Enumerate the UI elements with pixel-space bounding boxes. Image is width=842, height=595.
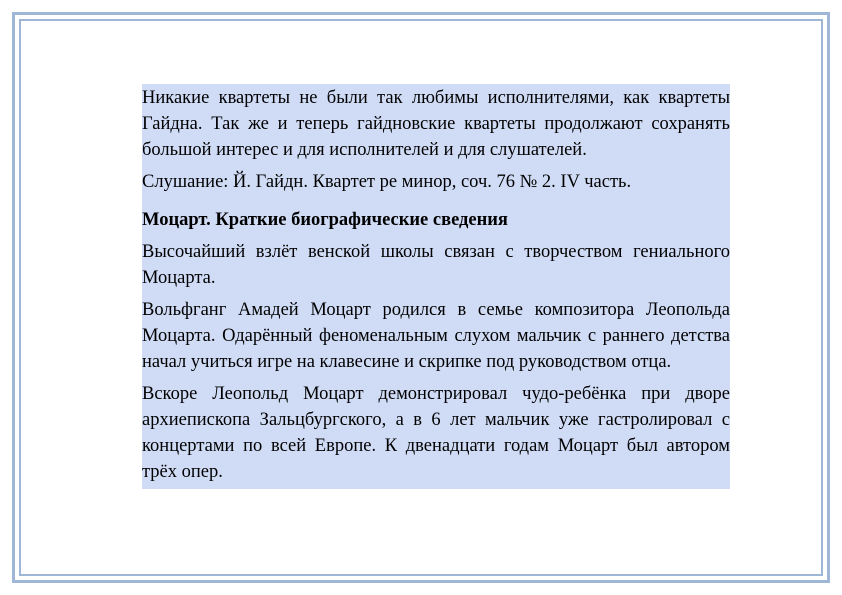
paragraph-haydn-quartets: Никакие квартеты не были так любимы исполнителями, как квартеты Гайдна. Так же и теперь гайдновские квартеты продолжают сохранять большой интерес и для исполнителей и для слушателей. [142,88,730,160]
paragraph-listening: Слушание: Й. Гайдн. Квартет ре минор, соч. 76 № 2. IV часть. [142,172,632,192]
paragraph-mozart-birth: Вольфганг Амадей Моцарт родился в семье композитора Леопольда Моцарта. Одарённый феноменальным слухом мальчик с раннего детства начал учиться игре на клавесине и скрипке под руководством отца. [142,300,730,372]
section-heading-mozart: Моцарт. Краткие биографические сведения [142,210,508,230]
paragraph-mozart-tours: Вскоре Леопольд Моцарт демонстрировал чудо-ребёнка при дворе архиепископа Зальцбургского, а в 6 лет мальчик уже гастролировал с концертами по всей Европе. К двенадцати годам Моцарт был автором трёх опер. [142,384,730,482]
slide-text-block [142,84,730,489]
paragraph-vienna-school: Высочайший взлёт венской школы связан с творчеством гениального Моцарта. [142,242,730,288]
